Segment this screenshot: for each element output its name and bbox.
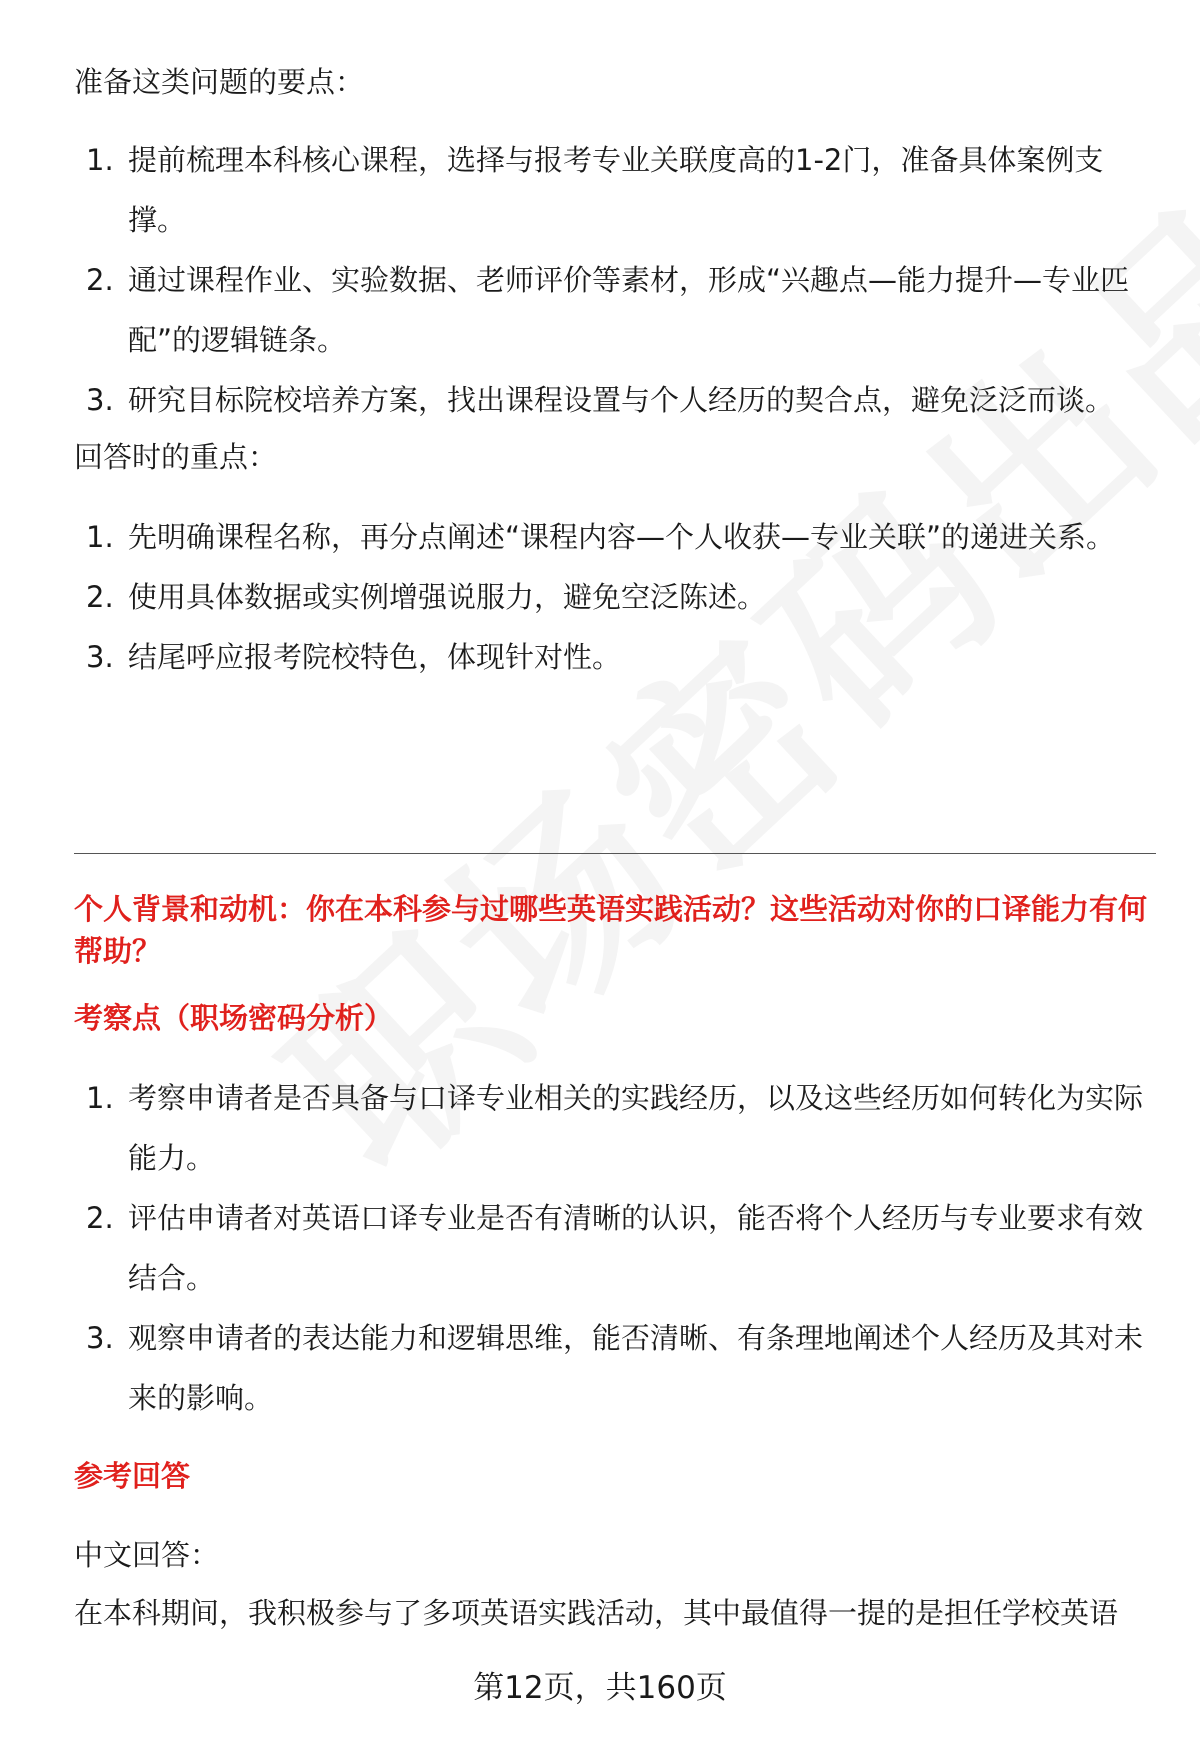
- list-number: 1.: [86, 1081, 114, 1115]
- list-number: 2.: [86, 263, 114, 297]
- list-number: 1.: [86, 143, 114, 177]
- list-item: [74, 1068, 1154, 1188]
- page-footer: 第12页，共160页: [473, 1670, 727, 1706]
- divider: [74, 853, 1156, 854]
- reference-answer-heading: 参考回答: [74, 1459, 191, 1493]
- analysis-list: [74, 1068, 1154, 1428]
- list-text: 结尾呼应报考院校特色，体现针对性。: [128, 640, 622, 674]
- section-heading-answer-focus: 回答时的重点：: [74, 440, 278, 474]
- list-text: 通过课程作业、实验数据、老师评价等素材，形成“兴趣点—能力提升—专业匹配”的逻辑链条。: [128, 263, 1130, 357]
- list-item: [74, 567, 1154, 627]
- list-item: [74, 370, 1154, 430]
- chinese-answer-label: 中文回答：: [74, 1538, 220, 1572]
- preparation-list: [74, 130, 1154, 430]
- list-text: 评估申请者对英语口译专业是否有清晰的认识，能否将个人经历与专业要求有效结合。: [128, 1201, 1144, 1295]
- list-number: 3.: [86, 383, 114, 417]
- list-number: 3.: [86, 640, 114, 674]
- list-number: 3.: [86, 1321, 114, 1355]
- list-item: [74, 507, 1154, 567]
- list-item: [74, 130, 1154, 250]
- list-item: [74, 250, 1154, 370]
- question-title: 个人背景和动机：你在本科参与过哪些英语实践活动？这些活动对你的口译能力有何帮助？: [74, 892, 1148, 968]
- answer-text: 在本科期间，我积极参与了多项英语实践活动，其中最值得一提的是担任学校英语: [74, 1596, 1119, 1630]
- list-text: 先明确课程名称，再分点阐述“课程内容—个人收获—专业关联”的递进关系。: [128, 520, 1116, 554]
- list-item: [74, 1188, 1154, 1308]
- answer-focus-list: [74, 507, 1154, 687]
- list-text: 提前梳理本科核心课程，选择与报考专业关联度高的1-2门，准备具体案例支撑。: [128, 143, 1104, 237]
- list-text: 观察申请者的表达能力和逻辑思维，能否清晰、有条理地阐述个人经历及其对未来的影响。: [128, 1321, 1144, 1415]
- list-text: 研究目标院校培养方案，找出课程设置与个人经历的契合点，避免泛泛而谈。: [128, 383, 1115, 417]
- list-number: 2.: [86, 1201, 114, 1235]
- list-item: [74, 627, 1154, 687]
- list-text: 使用具体数据或实例增强说服力，避免空泛陈述。: [128, 580, 767, 614]
- list-item: [74, 1308, 1154, 1428]
- list-number: 1.: [86, 520, 114, 554]
- list-number: 2.: [86, 580, 114, 614]
- analysis-heading: 考察点（职场密码分析）: [74, 1001, 394, 1035]
- list-text: 考察申请者是否具备与口译专业相关的实践经历，以及这些经历如何转化为实际能力。: [128, 1081, 1144, 1175]
- section-heading-preparation: 准备这类问题的要点：: [74, 65, 365, 99]
